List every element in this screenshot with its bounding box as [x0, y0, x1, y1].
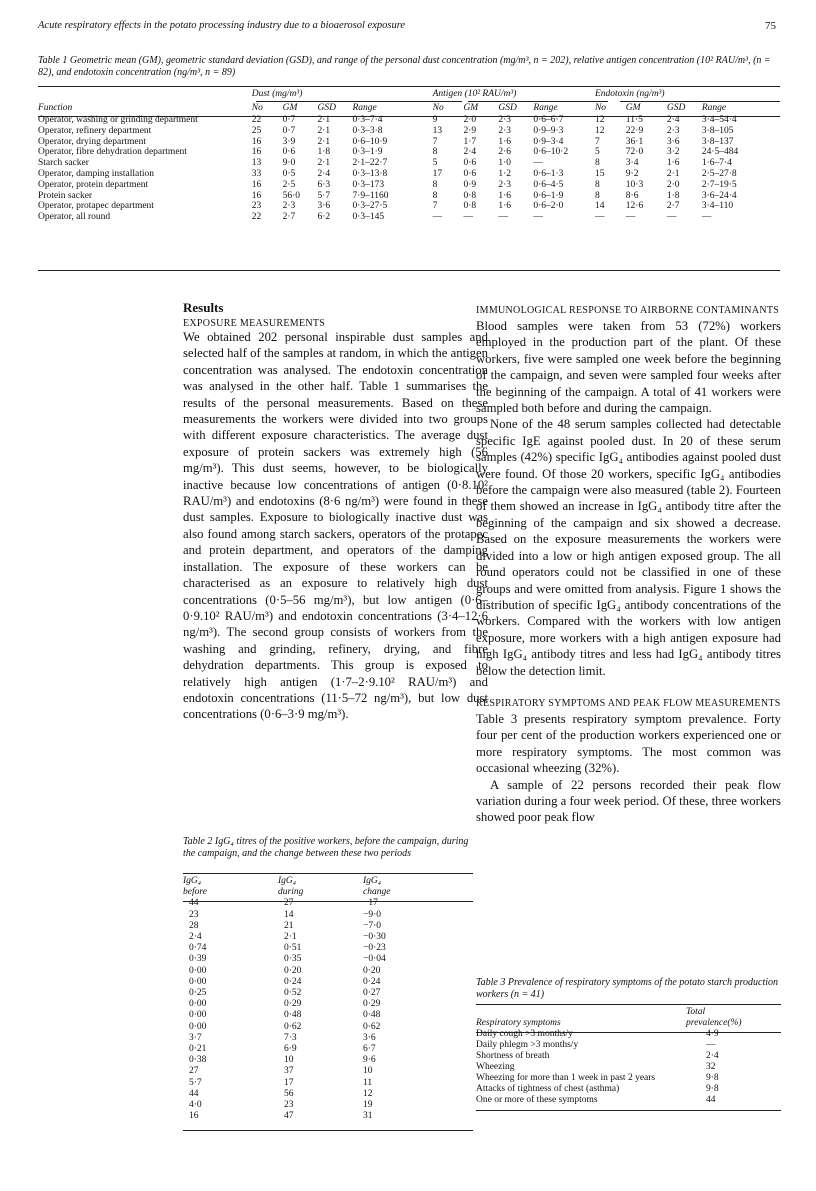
exposure-paragraph: [183, 329, 488, 723]
table-row: [38, 137, 780, 148]
table-cell: 56·0: [282, 190, 300, 201]
table2-caption: Table 2 IgG₄ titres of the positive workers, before the campaign, during the campaign, and the change between these two periods: [183, 836, 469, 859]
table-cell: 31: [363, 1111, 373, 1122]
table-row: [183, 943, 473, 954]
immuno-section: [476, 318, 781, 679]
table-row: [183, 954, 473, 965]
table-cell: 22: [251, 212, 262, 223]
table-cell: 2·4: [189, 932, 202, 943]
table-cell: 2·1: [317, 158, 331, 169]
table-cell: 0·8: [463, 201, 477, 212]
table-cell: 2·0: [666, 179, 680, 190]
table-cell: 16: [251, 136, 262, 147]
table2-header-rule: [183, 901, 473, 902]
table-cell: 2·6: [498, 147, 512, 158]
table-cell: 2·1–22·7: [352, 158, 388, 169]
table-cell: 6·7: [363, 1044, 376, 1055]
table-cell: —: [666, 212, 677, 223]
table-cell: 0·00: [189, 965, 207, 976]
table-cell: 7·9–1160: [352, 190, 389, 201]
table-cell: 7: [594, 136, 600, 147]
table-cell: 0·6–1·9: [533, 190, 564, 201]
table-cell: 1·6: [666, 158, 680, 169]
table-cell: −17: [363, 898, 378, 909]
table-cell: 2·3: [498, 115, 512, 125]
table-cell: 47: [284, 1111, 294, 1122]
table-cell: 5: [432, 158, 438, 169]
table3-top-rule: [476, 1004, 781, 1005]
table-cell: 0·6: [282, 147, 296, 158]
row-function: Starch sacker: [38, 158, 89, 169]
page-number: 75: [765, 20, 776, 32]
table-cell: 1·6: [498, 190, 512, 201]
table1-header-rule: [38, 116, 780, 117]
table-cell: 0·6–4·5: [533, 179, 564, 190]
table-row: [183, 966, 473, 977]
table1-group-endotoxin: Endotoxin (ng/m³): [594, 89, 665, 100]
symptom-prevalence: 44: [706, 1095, 716, 1105]
table-cell: 6·9: [284, 1044, 297, 1055]
table-cell: 4·0: [189, 1100, 202, 1111]
table-cell: 1·2: [498, 168, 512, 179]
col-header: Range: [533, 102, 558, 113]
table-cell: 8: [432, 179, 438, 190]
table-cell: —: [498, 212, 508, 223]
table-cell: 0·20: [284, 965, 302, 976]
symptom-name: One or more of these symptoms: [476, 1095, 598, 1105]
table-cell: −0·23: [363, 943, 386, 954]
table-cell: —: [625, 212, 636, 223]
table1-top-rule: [38, 86, 780, 87]
symptom-name: Wheezing: [476, 1062, 515, 1072]
row-function: Operator, washing or grinding department: [38, 115, 198, 125]
table-cell: 3·6–24·4: [701, 190, 737, 201]
table-cell: 3·2: [666, 147, 680, 158]
table-row: [183, 1010, 473, 1021]
table-cell: 8: [432, 190, 438, 201]
table-cell: 0·9–3·4: [533, 136, 564, 147]
table-row: [183, 977, 473, 988]
table-row: [38, 212, 780, 223]
table-row: [183, 1033, 473, 1044]
table-row: [476, 1095, 781, 1106]
table-cell: 3·4–110: [701, 201, 734, 212]
table-cell: 22: [251, 115, 262, 125]
table-cell: 3·8–105: [701, 125, 734, 136]
table-cell: 2·4: [666, 115, 680, 125]
t3-header-total: Total: [686, 1007, 706, 1017]
table-cell: 2·4: [317, 168, 331, 179]
table-cell: 13: [432, 125, 443, 136]
table-cell: 2·4: [463, 147, 477, 158]
table-cell: 5·7: [189, 1077, 202, 1088]
table-cell: 2·1: [284, 932, 297, 943]
table-cell: —: [432, 212, 443, 223]
table-cell: 0·48: [363, 1010, 381, 1021]
table-cell: —: [533, 158, 543, 169]
table-cell: 37: [284, 1066, 294, 1077]
table-cell: 2·3: [498, 179, 512, 190]
table-cell: 0·27: [363, 988, 381, 999]
table-cell: −0·30: [363, 932, 386, 943]
resp-paragraph-2: A sample of 22 persons recorded their peak flow variation during a four week period. Of these, three workers showed poor peak flow: [476, 777, 781, 825]
col-header: GM: [282, 102, 298, 113]
t2-header-before: IgG₄: [183, 876, 202, 886]
running-title: Acute respiratory effects in the potato processing industry due to a bioaerosol exposure: [38, 20, 406, 31]
row-function: Operator, drying department: [38, 136, 147, 147]
table-cell: 44: [189, 1088, 199, 1099]
table-row: [38, 191, 780, 202]
table3-caption: Table 3 Prevalence of respiratory symptoms of the potato starch production workers (n = 41): [476, 977, 779, 1000]
table-cell: −0·04: [363, 954, 386, 965]
table-row: [476, 1040, 781, 1051]
table-row: [183, 910, 473, 921]
table-cell: —: [701, 212, 712, 223]
table-cell: 14: [284, 909, 294, 920]
row-function: Operator, damping installation: [38, 168, 154, 179]
table-cell: 2·1: [317, 125, 331, 136]
table1: [38, 88, 780, 223]
table-cell: 0·00: [189, 1021, 207, 1032]
table-cell: 0·00: [189, 999, 207, 1010]
table-cell: 7·3: [284, 1032, 297, 1043]
table-cell: 0·7: [282, 115, 296, 125]
table-cell: 23: [189, 909, 199, 920]
table-cell: 0·6–10·9: [352, 136, 388, 147]
table-cell: 1·8: [317, 147, 331, 158]
immuno-paragraph-2: None of the 48 serum samples collected had detectable specific IgE against pooled dust. In 20 of these serum samples (42%) specific IgG₄ antibodies against pooled dust were found. Of those 20 workers, specific IgG₄ antibodies before the campaign were also measured (table 2). Fourteen of them showed an increase in IgG₄ antibody titre after the beginning of the campaign and six showed a decrease. Based on the exposure measurements the workers were divided into a low or high antigen exposed group. The all round operators could not be classified in one of these groups and were omitted from analysis. Figure 1 shows the distribution of specific IgG₄ antibody concentrations of the workers. Compared with the workers with low antigen exposure, more workers with a high antigen exposure had high IgG₄ antibody titres and less had IgG₄ antibody titres below the detection limit.: [476, 417, 781, 678]
table2-bottom-rule: [183, 1130, 473, 1131]
table-cell: 9: [432, 115, 438, 125]
table-row: [476, 1062, 781, 1073]
table-row: [183, 1078, 473, 1089]
symptom-prevalence: 4·9: [706, 1029, 719, 1039]
table-row: [476, 1084, 781, 1095]
table-cell: 0·39: [189, 954, 207, 965]
exposure-subheading: EXPOSURE MEASUREMENTS: [183, 318, 326, 329]
col-header: No: [251, 102, 263, 113]
table-cell: 2·3: [282, 201, 296, 212]
table-cell: 8: [594, 190, 600, 201]
table-cell: 0·6–2·0: [533, 201, 564, 212]
col-header: No: [594, 102, 607, 113]
col-header: No: [432, 102, 444, 113]
col-header: Range: [701, 102, 727, 113]
table-cell: −7·0: [363, 920, 382, 931]
table-cell: 17: [284, 1077, 294, 1088]
table1-caption: Table 1 Geometric mean (GM), geometric standard deviation (GSD), and range of the personal dust concentration (mg/m³, n = 202), relative antigen concentration (10² RAU/m³, (n = 82), and endotoxin concentration (ng/m³, n = 89): [38, 55, 771, 78]
table-cell: 10·3: [625, 179, 644, 190]
table-cell: 56: [284, 1088, 294, 1099]
table-row: [38, 147, 780, 158]
table-cell: 3·7: [189, 1032, 202, 1043]
table-cell: 0·3–173: [352, 179, 385, 190]
table-cell: 12: [594, 115, 605, 125]
table-row: [38, 169, 780, 180]
table1-group-dust: Dust (mg/m³): [251, 89, 303, 100]
t3-header-symptoms: Respiratory symptoms: [476, 1018, 561, 1028]
table-cell: 0·5: [282, 168, 296, 179]
symptom-prevalence: 2·4: [706, 1051, 719, 1061]
table-row: [183, 1111, 473, 1122]
table-cell: 14: [594, 201, 605, 212]
table-cell: 22·9: [625, 125, 644, 136]
table-cell: 9·2: [625, 168, 639, 179]
table1-group-rule: [256, 101, 462, 102]
table-cell: 8: [432, 147, 438, 158]
table-cell: 3·9: [282, 136, 296, 147]
table-cell: 0·25: [189, 988, 207, 999]
col-header: GSD: [498, 102, 517, 113]
table-cell: 6·3: [317, 179, 331, 190]
exposure-text: We obtained 202 personal inspirable dust samples and selected half of the samples at random, in which the antigen concentration was analysed. The endotoxin concentration was analysed in the other half. Table 1 summarises the results of the personal measurements. Based on these measurements the workers were divided into two groups with different exposure characteristics. The average dust exposure of protein sackers was extremely high (56 mg/m³). This dust seems, however, to be biologically inactive because low concentrations of antigen (0·8.10² RAU/m³) and endotoxins (8·6 ng/m³) were found in these dust samples. Exposure to biologically inactive dust was also found among starch sackers, operators of the protapec and protein department, and operators of the damping installation. The exposure of these workers can be characterised as an exposure to relatively high dust concentrations (0·5–56 mg/m³), but low antigen (0·6–0·9.10² RAU/m³) and endotoxin concentrations (3·4–12·6 ng/m³). The second group consists of workers from the washing and grinding, refinery, drying, and fibre dehydration departments. This group is exposed to relatively high antigen (1·7–2·9.10² RAU/m³) and endotoxin concentrations (11·5–72 ng/m³), but low dust concentrations (0·6–3·9 mg/m³).: [183, 330, 488, 722]
table-cell: 5·7: [317, 190, 331, 201]
table-cell: 3·6: [317, 201, 331, 212]
table-row: [183, 988, 473, 999]
col-header: GSD: [666, 102, 686, 113]
table-cell: —: [533, 212, 543, 223]
table-cell: 11·5: [625, 115, 643, 125]
symptom-name: Wheezing for more than 1 week in past 2 years: [476, 1073, 656, 1083]
table-row: [183, 1022, 473, 1033]
row-function: Operator, protein department: [38, 179, 149, 190]
table-cell: 2·9: [463, 125, 477, 136]
table-cell: 0·6: [463, 158, 477, 169]
immuno-paragraph-1: Blood samples were taken from 53 (72%) workers employed in the production part of the plant. Of these workers, five were sampled one week before the beginning of the campaign, and seven were sampled four weeks after the beginning of the campaign. A total of 41 workers were sampled both before and during the campaign.: [476, 319, 781, 416]
resp-paragraph-1: Table 3 presents respiratory symptom prevalence. Forty four per cent of the production workers experienced one or more respiratory symptoms. The most common was occasional wheezing (32%).: [476, 711, 781, 776]
resp-section: [476, 711, 781, 826]
table-cell: 0·7: [282, 125, 296, 136]
table-cell: 0·48: [284, 1010, 302, 1021]
table-row: [183, 1044, 473, 1055]
table-cell: 0·24: [363, 976, 381, 987]
table-cell: 15: [594, 168, 605, 179]
table-row: [183, 1066, 473, 1077]
table-cell: 0·20: [363, 965, 381, 976]
table-row: [183, 999, 473, 1010]
row-function: Operator, all round: [38, 212, 111, 223]
col-header: GM: [463, 102, 479, 113]
table-cell: 2·5: [282, 179, 296, 190]
table-cell: −9·0: [363, 909, 382, 920]
table-cell: 0·8: [463, 190, 477, 201]
t2-header-during-sub: during: [278, 887, 304, 898]
table-cell: 7: [432, 136, 438, 147]
t2-header-before-sub: before: [183, 887, 207, 898]
table1-bottom-rule: [38, 270, 780, 271]
table-cell: 16: [189, 1111, 199, 1122]
table-row: [476, 1051, 781, 1062]
table-cell: 0·00: [189, 1010, 207, 1021]
table1-group-rule: [468, 101, 608, 102]
table-cell: 10: [363, 1066, 373, 1077]
table-cell: 1·8: [666, 190, 680, 201]
table-cell: 0·6–1·3: [533, 168, 564, 179]
table-cell: 2·3: [498, 125, 512, 136]
table-cell: 12: [363, 1088, 373, 1099]
t2-header-during: IgG₄: [278, 876, 297, 886]
table-cell: 0·62: [284, 1021, 302, 1032]
table-row: [38, 180, 780, 191]
left-column: [183, 300, 488, 723]
right-column: [476, 304, 781, 826]
table2-top-rule: [183, 873, 473, 874]
table-cell: 0·3–27·5: [352, 201, 388, 212]
table-cell: 0·74: [189, 943, 207, 954]
results-heading: Results: [183, 300, 224, 315]
t2-header-change: IgG₄: [363, 876, 382, 886]
row-function: Operator, refinery department: [38, 125, 152, 136]
table-cell: 0·9–9·3: [533, 125, 564, 136]
table-cell: 0·29: [363, 999, 381, 1010]
table-cell: 2·1: [317, 136, 331, 147]
table-cell: 2·1: [317, 115, 331, 125]
table-cell: 16: [251, 147, 262, 158]
symptom-name: Daily phlegm >3 months/y: [476, 1040, 579, 1050]
table-cell: 6·2: [317, 212, 331, 223]
table2: [183, 876, 473, 1122]
table1-group-rule: [620, 101, 780, 102]
table1-function-header: Function: [38, 102, 73, 113]
table-cell: 24·5–484: [701, 147, 739, 158]
table-cell: 2·3: [666, 125, 680, 136]
table-cell: 0·6–6·7: [533, 115, 564, 125]
table-cell: 12·6: [625, 201, 644, 212]
table-cell: 0·3–3·8: [352, 125, 383, 136]
symptom-name: Shortness of breath: [476, 1051, 550, 1061]
table-cell: 8: [594, 158, 600, 169]
table-cell: 1·6–7·4: [701, 158, 732, 169]
table-cell: 0·29: [284, 999, 302, 1010]
table-cell: 3·4–54·4: [701, 115, 737, 125]
symptom-prevalence: 32: [706, 1062, 716, 1072]
table-cell: 23: [284, 1100, 294, 1111]
symptom-name: Daily cough >3 months/y: [476, 1029, 573, 1039]
table-row: [476, 1073, 781, 1084]
table-cell: 27: [284, 898, 294, 909]
table-cell: 11: [363, 1077, 373, 1088]
table-cell: 28: [189, 920, 199, 931]
symptom-prevalence: 9·8: [706, 1073, 719, 1083]
row-function: Protein sacker: [38, 190, 93, 201]
row-function: Operator, fibre dehydration department: [38, 147, 187, 158]
table-cell: 8: [594, 179, 600, 190]
table-cell: 19: [363, 1100, 373, 1111]
table-cell: 0·9: [463, 179, 477, 190]
table-cell: 0·6: [463, 168, 477, 179]
table-cell: 0·3–145: [352, 212, 385, 223]
table-cell: 1·0: [498, 158, 512, 169]
table-cell: 2·1: [666, 168, 680, 179]
symptom-name: Attacks of tightness of chest (asthma): [476, 1084, 620, 1094]
table-cell: 8·6: [625, 190, 639, 201]
table-cell: 72·0: [625, 147, 644, 158]
table-cell: 0·3–1·9: [352, 147, 383, 158]
t3-header-prevalence: prevalence(%): [686, 1018, 742, 1028]
table-cell: 0·51: [284, 943, 302, 954]
immuno-subheading: IMMUNOLOGICAL RESPONSE TO AIRBORNE CONTAMINANTS: [476, 305, 780, 316]
table-cell: —: [594, 212, 605, 223]
resp-subheading: RESPIRATORY SYMPTOMS AND PEAK FLOW MEASUREMENTS: [476, 697, 781, 709]
table-cell: 3·6: [666, 136, 680, 147]
table-cell: 33: [251, 168, 262, 179]
table-cell: 2·7: [666, 201, 680, 212]
table-cell: 13: [251, 158, 262, 169]
table-cell: 21: [284, 920, 294, 931]
table-row: [38, 126, 780, 137]
symptom-prevalence: —: [706, 1040, 716, 1050]
table-cell: 0·52: [284, 988, 302, 999]
table-cell: —: [463, 212, 473, 223]
table-cell: 3·8–137: [701, 136, 734, 147]
table-row: [183, 1055, 473, 1066]
table-cell: 0·35: [284, 954, 302, 965]
symptom-prevalence: 9·8: [706, 1084, 719, 1094]
table1-group-antigen: Antigen (10² RAU/m³): [432, 89, 517, 100]
table-row: [183, 921, 473, 932]
table-row: [183, 932, 473, 943]
table-cell: 25: [251, 125, 262, 136]
row-function: Operator, protapec department: [38, 201, 154, 212]
table-row: [183, 1100, 473, 1111]
table-cell: 1·6: [498, 201, 512, 212]
table-cell: 9·0: [282, 158, 296, 169]
table-cell: 10: [284, 1055, 294, 1066]
table-cell: 0·21: [189, 1044, 207, 1055]
table-row: [38, 201, 780, 212]
table-cell: 5: [594, 147, 600, 158]
col-header: GM: [625, 102, 641, 113]
table-cell: 1·6: [498, 136, 512, 147]
table-row: [183, 1089, 473, 1100]
t2-header-change-sub: change: [363, 887, 391, 898]
table-cell: 0·3–13·8: [352, 168, 388, 179]
table-cell: 0·24: [284, 976, 302, 987]
table-cell: 0·00: [189, 976, 207, 987]
table-cell: 17: [432, 168, 443, 179]
table-cell: 0·3–7·4: [352, 115, 383, 125]
table-cell: 2·7–19·5: [701, 179, 737, 190]
table-cell: 7: [432, 201, 438, 212]
table-cell: 23: [251, 201, 262, 212]
table-row: [38, 158, 780, 169]
table-cell: 44: [189, 898, 199, 909]
col-header: Range: [352, 102, 377, 113]
table-cell: 2·5–27·8: [701, 168, 737, 179]
table-cell: 12: [594, 125, 605, 136]
table-cell: 36·1: [625, 136, 644, 147]
table3: [476, 1007, 781, 1106]
col-header: GSD: [317, 102, 336, 113]
table-cell: 16: [251, 179, 262, 190]
table-cell: 3·4: [625, 158, 639, 169]
table-cell: 0·62: [363, 1021, 381, 1032]
table-cell: 9·6: [363, 1055, 376, 1066]
table-cell: 27: [189, 1066, 199, 1077]
table-row: [476, 1029, 781, 1040]
table-cell: 2·7: [282, 212, 296, 223]
table-cell: 0·6–10·2: [533, 147, 569, 158]
table3-bottom-rule: [476, 1110, 781, 1111]
table-cell: 0·38: [189, 1055, 207, 1066]
table-cell: 2·0: [463, 115, 477, 125]
table-cell: 3·6: [363, 1032, 376, 1043]
table-cell: 16: [251, 190, 262, 201]
table3-header-rule: [476, 1032, 781, 1033]
table-cell: 1·7: [463, 136, 477, 147]
